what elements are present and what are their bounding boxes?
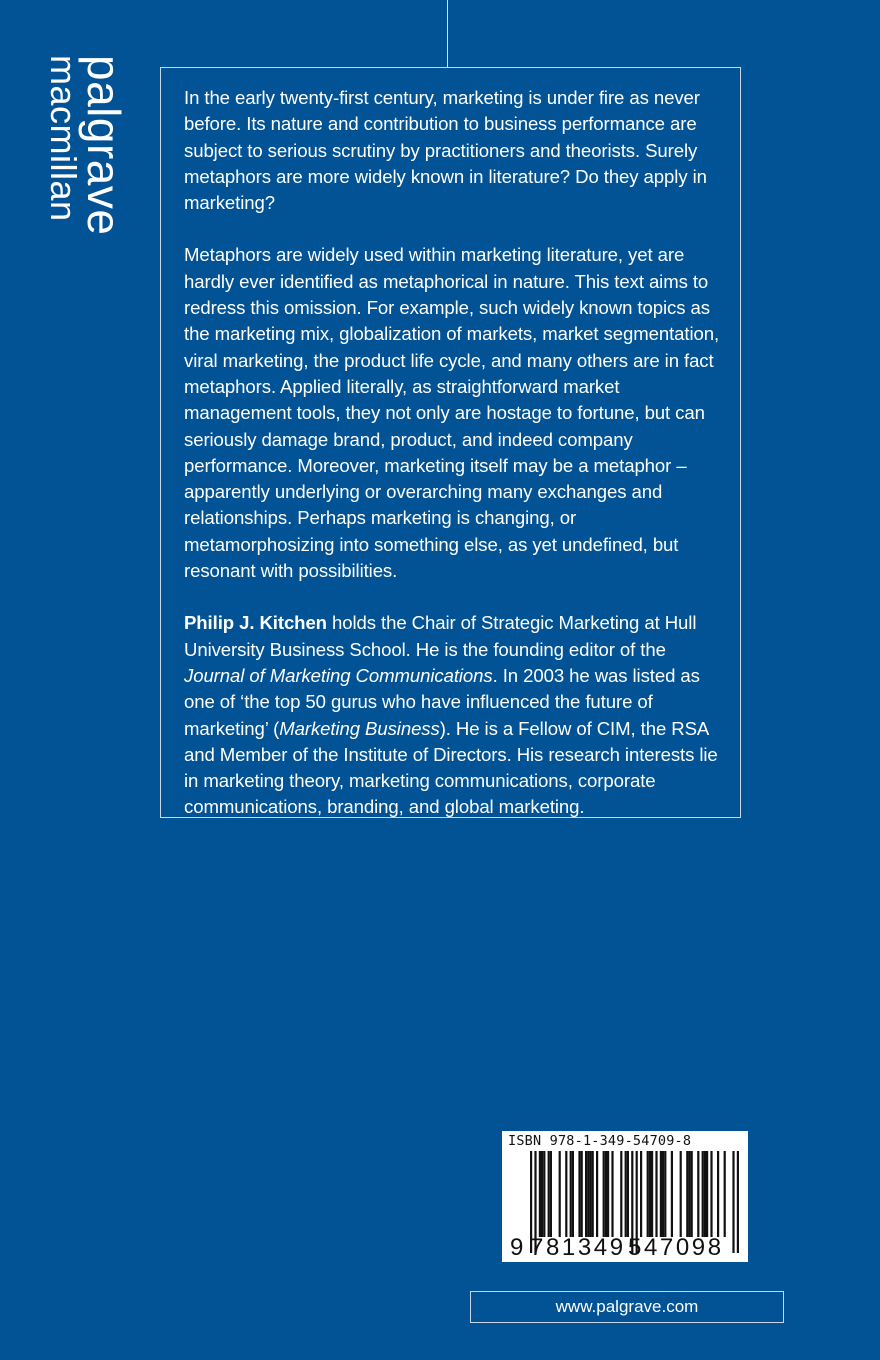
barcode-bar [732, 1151, 734, 1253]
logo-line-macmillan: macmillan [43, 55, 84, 222]
barcode-bar [660, 1151, 662, 1237]
barcode-bar [620, 1151, 622, 1237]
barcode-bar [548, 1151, 550, 1237]
barcode-bar [565, 1151, 567, 1237]
barcode-bar [570, 1151, 572, 1237]
barcode-bar [585, 1151, 587, 1237]
barcode-bar [627, 1151, 629, 1237]
barcode-bar [541, 1151, 543, 1237]
isbn-label: ISBN 978-1-349-54709-8 [508, 1133, 692, 1149]
barcode-bar [589, 1151, 591, 1237]
barcode-bar [539, 1151, 541, 1237]
barcode-bar [559, 1151, 561, 1237]
barcode-bar [686, 1151, 688, 1237]
barcode-bar [640, 1151, 642, 1237]
barcode-bar [724, 1151, 726, 1237]
blurb-paragraph-1: In the early twenty-first century, marketing is under fire as never before. Its nature and contribution to business performance are subject to serious scrutiny by practitioners and theorists. Surely metaphors are more widely known in literature? Do they apply in marketing? [184, 87, 707, 214]
barcode-bar [649, 1151, 651, 1237]
author-name: Philip J. Kitchen [184, 612, 327, 634]
barcode-bar [587, 1151, 589, 1237]
author-bio-part-2: . In 2003 he was listed as one of ‘the top 50 gurus who have influenced the future of marketing’ ( [184, 664, 700, 739]
barcode-bar [704, 1151, 706, 1237]
blurb-box [160, 67, 741, 818]
barcode-bar [688, 1151, 690, 1237]
spine-divider-line [447, 0, 448, 68]
barcode-bar [655, 1151, 657, 1237]
author-bio-part-3: ). He is a Fellow of CIM, the RSA and Member of the Institute of Directors. His research interests lie in marketing theory, marketing communications, corporate communications, branding, and global marketing. [184, 717, 718, 818]
barcode-bar [543, 1151, 545, 1237]
isbn-barcode [502, 1131, 748, 1262]
barcode-bar [605, 1151, 607, 1237]
barcode-bar [611, 1151, 613, 1237]
barcode-bar [680, 1151, 682, 1237]
barcode-bar [596, 1151, 598, 1237]
barcode-bar [697, 1151, 699, 1237]
barcode-bar [671, 1151, 673, 1237]
barcode-digit-first: 9 [510, 1234, 524, 1261]
barcode-bar [710, 1151, 712, 1237]
barcode-bar [651, 1151, 653, 1237]
barcode-bar [578, 1151, 580, 1237]
barcode-digit-group-2: 547098 [628, 1234, 724, 1261]
barcode-bar [737, 1151, 739, 1253]
barcode-bar [581, 1151, 583, 1237]
logo-line-palgrave: palgrave [78, 55, 130, 236]
journal-title: Journal of Marketing Communications [184, 664, 493, 686]
barcode-bar [706, 1151, 708, 1237]
barcode-digit-group-1: 781349 [530, 1234, 626, 1261]
barcode-bar [607, 1151, 609, 1237]
author-bio [184, 610, 720, 820]
barcode-bar [662, 1151, 664, 1237]
publication-title: Marketing Business [279, 717, 440, 739]
barcode-bar [603, 1151, 605, 1237]
blurb-paragraph-2: Metaphors are widely used within marketing literature, yet are hardly ever identified as metaphorical in nature. This text aims to redress this omission. For example, such widely known topics as the marketing mix, globalization of markets, market segmentation, viral marketing, the product life cycle, and many others are in fact metaphors. Applied literally, as straightforward market management tools, they not only are hostage to fortune, but can seriously damage brand, product, and indeed company performance. Moreover, marketing itself may be a metaphor – apparently underlying or overarching many exchanges and relationships. Perhaps marketing is changing, or metamorphosizing into something else, as yet undefined, but resonant with possibilities. [184, 244, 720, 582]
barcode-bar [572, 1151, 574, 1237]
barcode-bar [592, 1151, 594, 1237]
publisher-website-link[interactable]: www.palgrave.com [470, 1291, 784, 1323]
barcode-bar [550, 1151, 552, 1237]
author-bio-part-1: holds the Chair of Strategic Marketing at Hull University Business School. He is the founding editor of the [184, 612, 697, 660]
barcode-bar [717, 1151, 719, 1237]
publisher-logo [42, 55, 130, 250]
barcode-bar [664, 1151, 666, 1237]
barcode-bar [702, 1151, 704, 1237]
barcode-bar [647, 1151, 649, 1237]
barcode-bar [625, 1151, 627, 1237]
barcode-bar [691, 1151, 693, 1237]
